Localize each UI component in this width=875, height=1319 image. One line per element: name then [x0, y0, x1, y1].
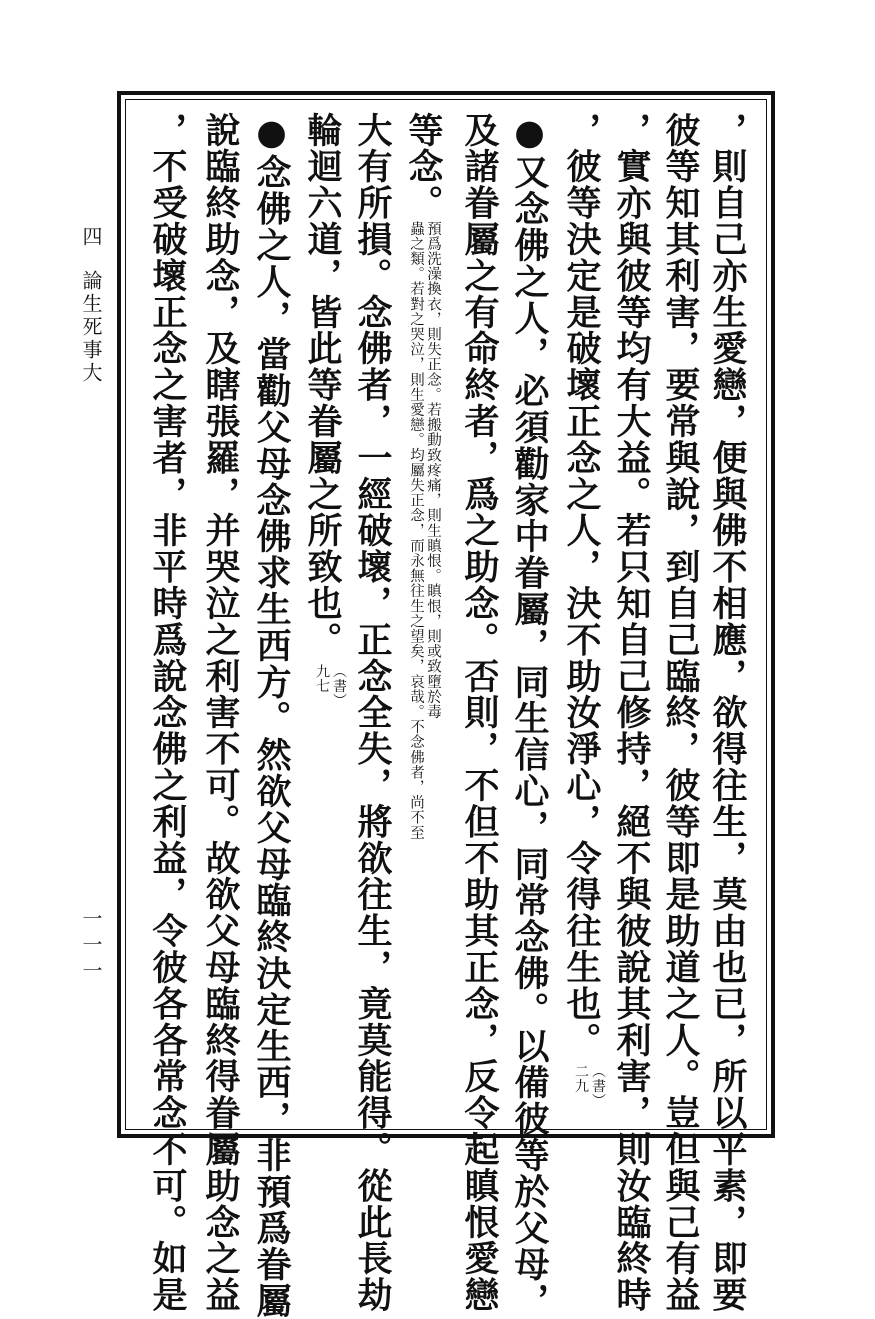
text-column-1: ，則自己亦生愛戀，便與佛不相應，欲得往生，莫由也已，所以平素，即要	[707, 112, 748, 1314]
citation-page: 九七	[314, 664, 330, 693]
text-column-10: ●念佛之人，當勸父母念佛求生西方。然欲父母臨終決定生西，非預爲眷屬	[251, 112, 292, 1319]
source-citation	[572, 1064, 606, 1108]
annotation-line-1: 預爲洗澡換衣，則失正念。若搬動致疼痛，則生瞋恨。瞋恨，則或致墮於毒	[425, 221, 441, 720]
column-4-text: ，彼等決定是破壞正念之人，決不助汝淨心，令得往生也。	[561, 112, 602, 1059]
text-column-9	[302, 112, 347, 708]
text-column-4	[561, 112, 606, 1108]
citation-source: （書）	[590, 1064, 606, 1108]
chapter-title: 論生死事大	[79, 270, 103, 385]
text-column-6: 及諸眷屬之有命終者，爲之助念。否則，不但不助其正念，反令起瞋恨愛戀	[459, 112, 500, 1314]
annotation-note	[407, 221, 441, 840]
citation-page: 二九	[573, 1064, 589, 1094]
text-column-7	[403, 112, 444, 841]
chapter-number: 四	[79, 226, 103, 249]
text-column-12: ，不受破壞正念之害者，非平時爲說念佛之利益，令彼各各常念不可。如是	[147, 112, 188, 1314]
source-citation	[313, 664, 347, 708]
text-column-3: ，實亦與彼等均有大益。若只知自己修持，絕不與彼說其利害，則汝臨終時	[611, 112, 652, 1314]
citation-source: （書）	[331, 664, 347, 708]
page-number: 一一一	[79, 908, 103, 986]
text-column-8: 大有所損。念佛者，一經破壞，正念全失，將欲往生，竟莫能得。從此長劫	[352, 112, 393, 1314]
column-7-text: 等念。	[403, 112, 444, 222]
annotation-line-2: 蟲之類。若對之哭泣，則生愛戀。均屬失正念，而永無往生之望矣，哀哉。不念佛者，尚不至	[408, 221, 424, 841]
column-9-text: 輪迴六道，皆此等眷屬之所致也。	[302, 112, 343, 658]
text-column-11: 說臨終助念，及瞎張羅，并哭泣之利害不可。故欲父母臨終得眷屬助念之益	[200, 112, 241, 1314]
text-column-2: 彼等知其利害，要常與說，到自己臨終，彼等即是助道之人。豈但與己有益	[660, 112, 701, 1314]
text-column-5: ●又念佛之人，必須勸家中眷屬，同生信心，同常念佛。以備彼等於父母，	[509, 112, 550, 1319]
